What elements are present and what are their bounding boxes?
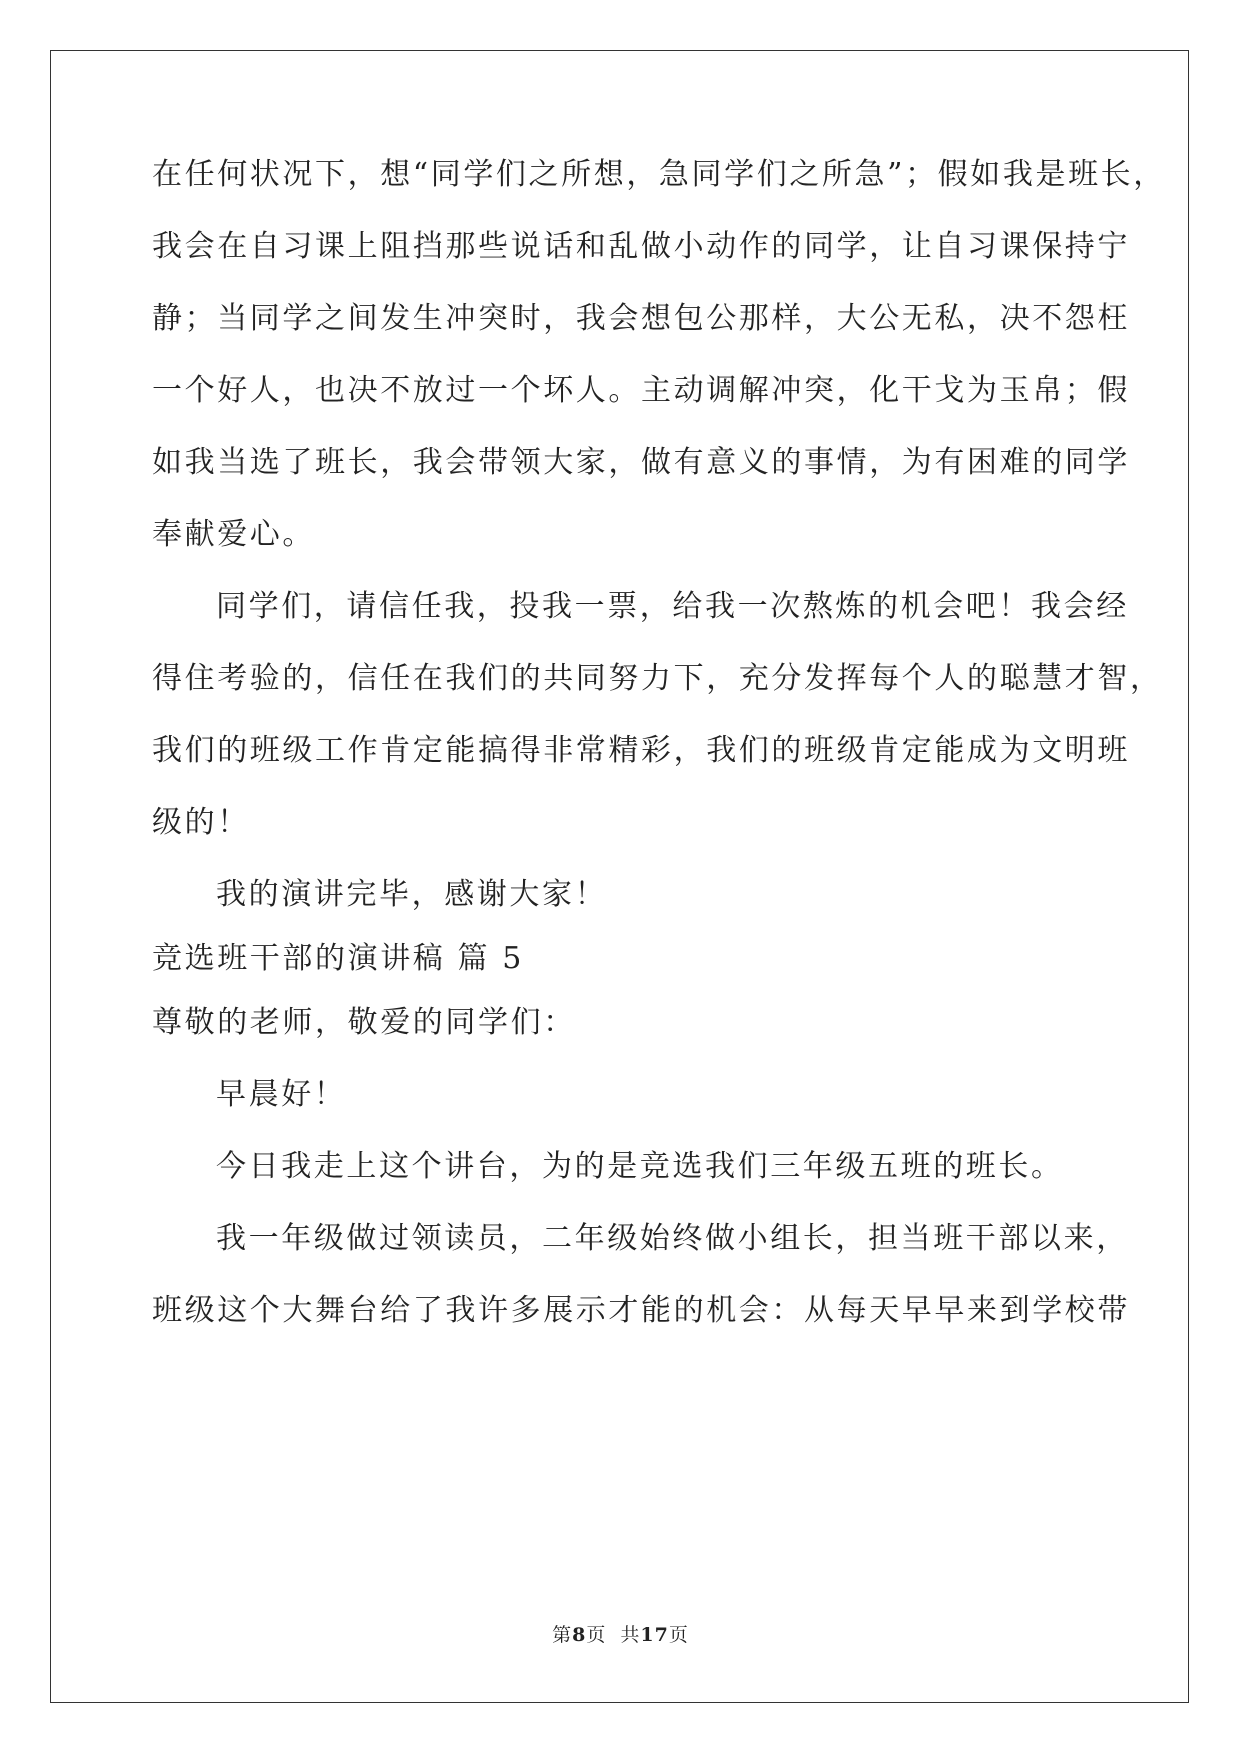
body-line-5: 如我当选了班长，我会带领大家，做有意义的事情，为有困难的同学 <box>152 445 1130 480</box>
body-line-15: 今日我走上这个讲台，为的是竞选我们三年级五班的班长。 <box>216 1149 1064 1184</box>
body-line-9: 我们的班级工作肯定能搞得非常精彩，我们的班级肯定能成为文明班 <box>152 733 1130 768</box>
total-pages: 17 <box>640 1624 669 1646</box>
body-line-7: 同学们，请信任我，投我一票，给我一次熬炼的机会吧！我会经 <box>216 589 1129 624</box>
body-line-16: 我一年级做过领读员，二年级始终做小组长，担当班干部以来， <box>216 1221 1129 1256</box>
total-suffix: 页 <box>668 1624 689 1646</box>
section-heading: 竞选班干部的演讲稿 篇 5 <box>152 941 524 976</box>
body-line-17: 班级这个大舞台给了我许多展示才能的机会：从每天早早来到学校带 <box>152 1293 1130 1328</box>
body-line-8: 得住考验的，信任在我们的共同努力下，充分发挥每个人的聪慧才智， <box>152 661 1163 696</box>
body-line-10: 级的！ <box>152 805 250 840</box>
page-footer <box>0 1623 1241 1647</box>
body-line-1: 在任何状况下，想“同学们之所想，急同学们之所急”；假如我是班长， <box>152 157 1166 192</box>
greeting: 早晨好！ <box>216 1077 347 1112</box>
body-line-2: 我会在自习课上阻挡那些说话和乱做小动作的同学，让自习课保持宁 <box>152 229 1130 264</box>
page-number: 8 <box>572 1624 587 1646</box>
body-line-11: 我的演讲完毕，感谢大家！ <box>216 877 608 912</box>
total-prefix: 共 <box>620 1624 641 1646</box>
body-line-6: 奉献爱心。 <box>152 517 315 552</box>
page-prefix: 第 <box>552 1624 573 1646</box>
body-line-4: 一个好人，也决不放过一个坏人。主动调解冲突，化干戈为玉帛；假 <box>152 373 1130 408</box>
body-line-3: 静；当同学之间发生冲突时，我会想包公那样，大公无私，决不怨枉 <box>152 301 1130 336</box>
salutation: 尊敬的老师，敬爱的同学们： <box>152 1005 576 1040</box>
page-suffix: 页 <box>586 1624 607 1646</box>
